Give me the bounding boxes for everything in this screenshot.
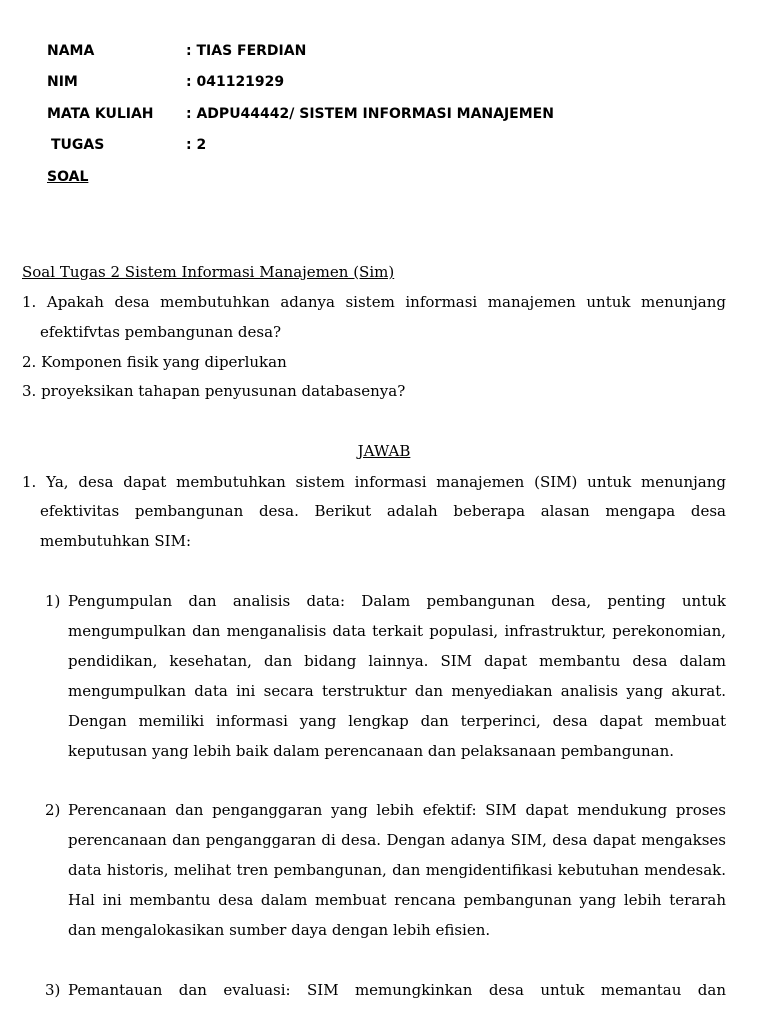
reason-number: 3) (45, 981, 61, 999)
question-2: 2. Komponen fisik yang diperlukan (22, 353, 287, 371)
reason-number: 1) (45, 592, 61, 610)
question-1-line-2: efektifvtas pembangunan desa? (40, 323, 282, 341)
reason-line: Pengumpulan dan analisis data: Dalam pembangunan desa, penting untuk (68, 592, 726, 610)
header-value: : 2 (186, 137, 207, 153)
question-1-line-1: 1. Apakah desa membutuhkan adanya sistem informasi manajemen untuk menunjang (22, 293, 726, 311)
header-value: : 041121929 (186, 74, 285, 90)
reason-line: keputusan yang lebih baik dalam perencanaan dan pelaksanaan pembangunan. (68, 742, 675, 760)
answer-1-line-3: membutuhkan SIM: (40, 532, 192, 550)
reason-line: Pemantauan dan evaluasi: SIM memungkinkan desa untuk memantau dan (68, 981, 726, 999)
header-label: NIM (47, 74, 78, 90)
reason-line: pendidikan, kesehatan, dan bidang lainnya. SIM dapat membantu desa dalam (68, 652, 726, 670)
soal-heading: SOAL (47, 169, 89, 185)
header-value: : ADPU44442/ SISTEM INFORMASI MANAJEMEN (186, 106, 554, 122)
header-label: MATA KULIAH (47, 106, 154, 122)
answer-heading: JAWAB (357, 442, 411, 460)
reason-line: Perencanaan dan penganggaran yang lebih efektif: SIM dapat mendukung proses (68, 801, 726, 819)
reason-line: perencanaan dan penganggaran di desa. Dengan adanya SIM, desa dapat mengakses (68, 831, 726, 849)
answer-1-line-1: 1. Ya, desa dapat membutuhkan sistem informasi manajemen (SIM) untuk menunjang (22, 473, 726, 491)
reason-line: dan mengalokasikan sumber daya dengan lebih efisien. (68, 921, 491, 939)
answer-1-line-2: efektivitas pembangunan desa. Berikut adalah beberapa alasan mengapa desa (40, 502, 726, 520)
header-label: TUGAS (51, 137, 105, 153)
reason-line: mengumpulkan data ini secara terstruktur dan menyediakan analisis yang akurat. (68, 682, 726, 700)
reason-number: 2) (45, 801, 61, 819)
reason-line: data historis, melihat tren pembangunan, dan mengidentifikasi kebutuhan mendesak. (68, 861, 726, 879)
reason-line: Dengan memiliki informasi yang lengkap dan terperinci, desa dapat membuat (68, 712, 726, 730)
header-value: : TIAS FERDIAN (186, 43, 307, 59)
reason-line: Hal ini membantu desa dalam membuat rencana pembangunan yang lebih terarah (68, 891, 726, 909)
header-label: NAMA (47, 43, 95, 59)
reason-line: mengumpulkan dan menganalisis data terkait populasi, infrastruktur, perekonomian, (68, 622, 726, 640)
questions-title: Soal Tugas 2 Sistem Informasi Manajemen (Sim) (22, 263, 395, 281)
question-3: 3. proyeksikan tahapan penyusunan databasenya? (22, 382, 406, 400)
